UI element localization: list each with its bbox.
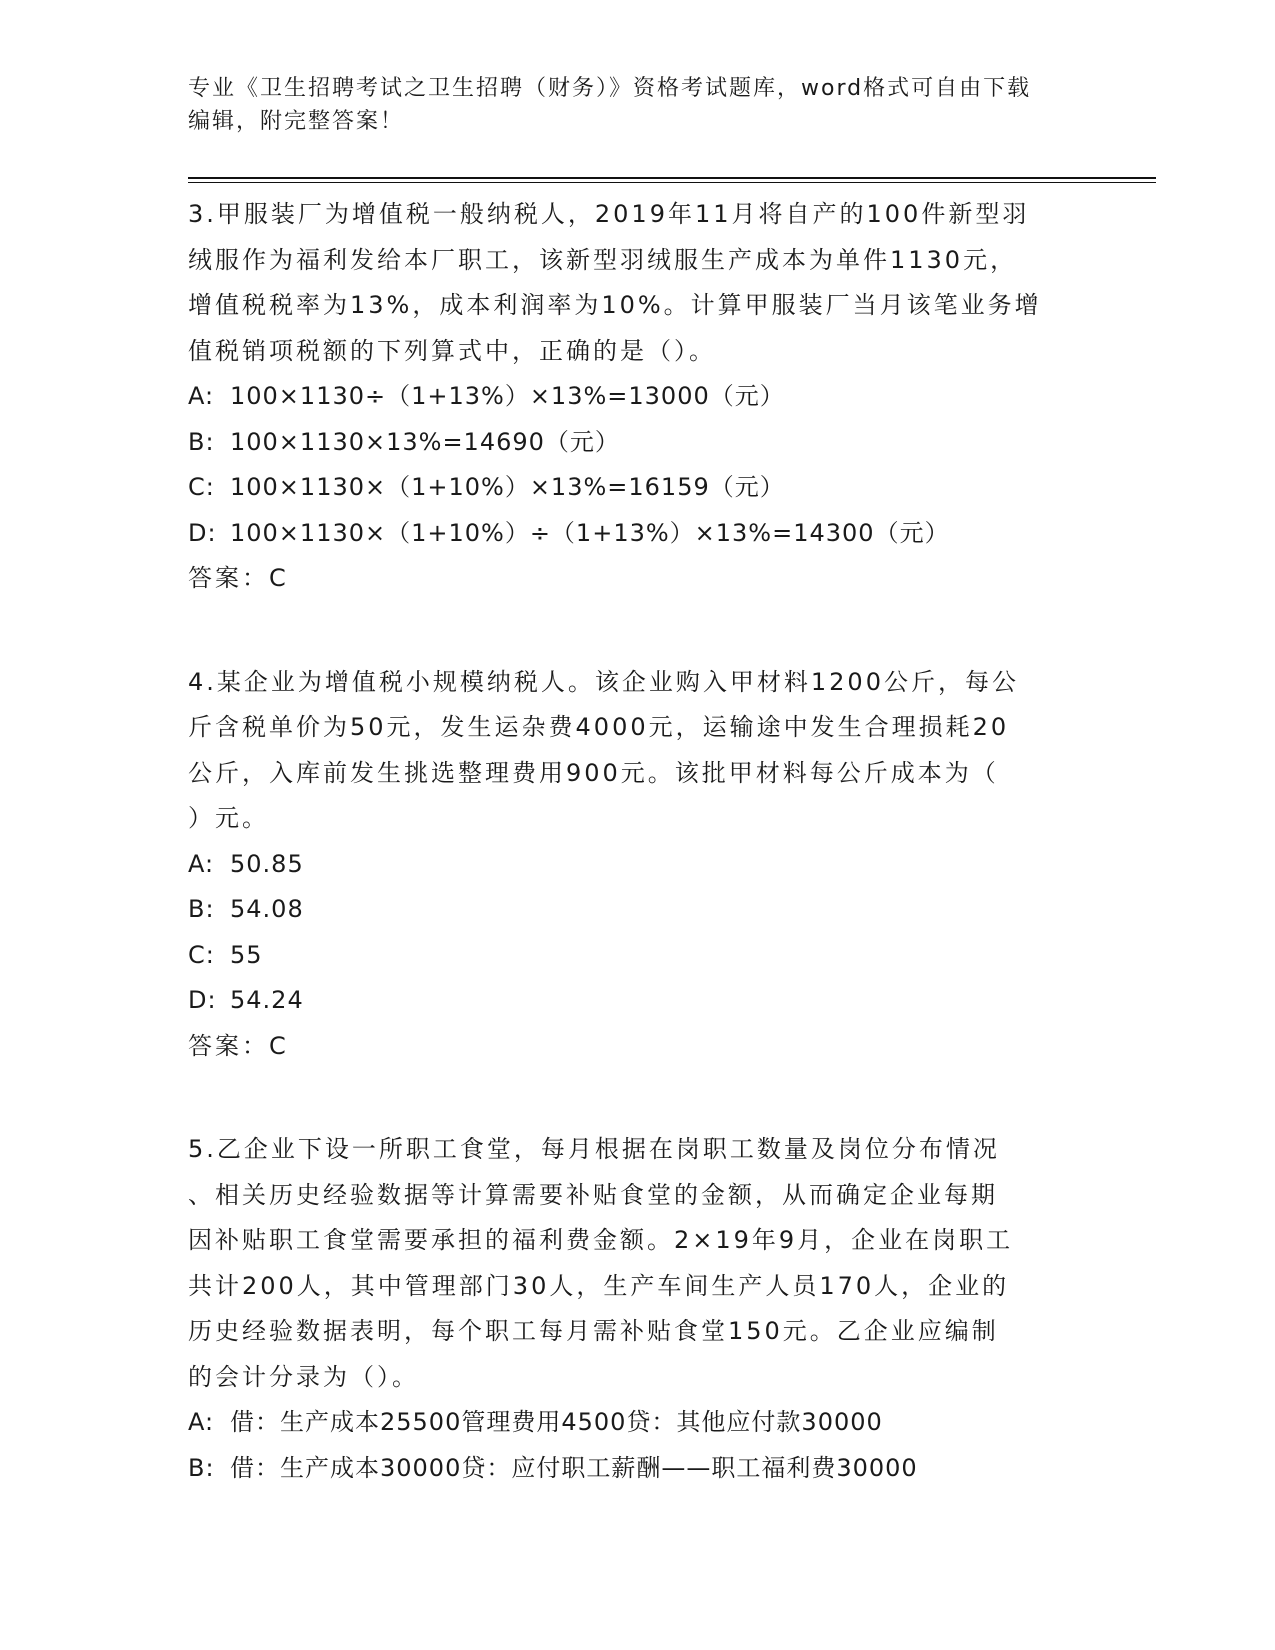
option-letter: A:: [188, 1408, 215, 1436]
stem-line: 的会计分录为（）。: [188, 1362, 419, 1391]
answer-line: 答案：C: [188, 1031, 289, 1060]
option-c: [188, 465, 1088, 511]
option-letter: D:: [188, 518, 217, 547]
stem-line: 、相关历史经验数据等计算需要补贴食堂的金额，从而确定企业每期: [188, 1180, 998, 1209]
option-text: 54.24: [230, 986, 304, 1014]
header-line-2: 编辑，附完整答案！: [188, 109, 405, 134]
option-d: [188, 978, 1088, 1024]
option-text: 54.08: [230, 895, 304, 923]
question-4: [188, 660, 1088, 1070]
option-b: [188, 887, 1088, 933]
option-b: [188, 420, 1088, 466]
stem-line: 值税销项税额的下列算式中，正确的是（）。: [188, 336, 716, 365]
question-stem: [188, 660, 1088, 842]
stem-line: 增值税税率为13%，成本利润率为10%。计算甲服装厂当月该笔业务增: [188, 291, 1042, 319]
stem-line: 共计200人，其中管理部门30人，生产车间生产人员170人，企业的: [188, 1271, 1010, 1300]
option-a: [188, 374, 1088, 420]
option-letter: A:: [188, 382, 215, 410]
option-c: [188, 933, 1088, 979]
option-letter: A:: [188, 849, 215, 878]
option-text: 借：生产成本30000贷：应付职工薪酬——职工福利费30000: [230, 1453, 918, 1482]
option-a: [188, 1400, 1088, 1446]
stem-line: ）元。: [188, 804, 269, 832]
stem-line: 绒服作为福利发给本厂职工，该新型羽绒服生产成本为单件1130元，: [188, 245, 1018, 274]
stem-line: 3.甲服装厂为增值税一般纳税人，2019年11月将自产的100件新型羽: [188, 200, 1030, 228]
stem-line: 因补贴职工食堂需要承担的福利费金额。2×19年9月，企业在岗职工: [188, 1226, 1014, 1254]
option-letter: B:: [188, 1453, 215, 1482]
question-5: [188, 1127, 1088, 1491]
option-letter: B:: [188, 427, 215, 456]
stem-line: 斤含税单价为50元，发生运杂费4000元，运输途中发生合理损耗20: [188, 713, 1010, 741]
answer-line: 答案：C: [188, 564, 289, 592]
option-letter: B:: [188, 895, 215, 923]
option-text: 55: [230, 940, 263, 969]
option-letter: C:: [188, 473, 215, 501]
question-stem: [188, 1127, 1088, 1400]
option-text: 借：生产成本25500管理费用4500贷：其他应付款30000: [230, 1408, 883, 1436]
option-text: 100×1130×（1+10%）÷（1+13%）×13%=14300（元）: [230, 518, 950, 547]
question-stem: [188, 192, 1088, 374]
option-text: 100×1130×（1+10%）×13%=16159（元）: [230, 473, 785, 501]
question-list: [188, 192, 1088, 1549]
stem-line: 5.乙企业下设一所职工食堂，每月根据在岗职工数量及岗位分布情况: [188, 1135, 1000, 1163]
header-divider-thick: [188, 177, 1156, 179]
option-text: 50.85: [230, 849, 304, 878]
document-header: [188, 72, 1088, 138]
option-letter: D:: [188, 986, 217, 1014]
option-letter: C:: [188, 940, 215, 969]
header-line-1: 专业《卫生招聘考试之卫生招聘（财务）》资格考试题库，word格式可自由下载: [188, 76, 1032, 101]
option-b: [188, 1446, 1088, 1492]
stem-line: 4.某企业为增值税小规模纳税人。该企业购入甲材料1200公斤，每公: [188, 667, 1019, 696]
option-text: 100×1130×13%=14690（元）: [230, 427, 620, 456]
option-d: [188, 511, 1088, 557]
stem-line: 公斤，入库前发生挑选整理费用900元。该批甲材料每公斤成本为（: [188, 758, 999, 787]
stem-line: 历史经验数据表明，每个职工每月需补贴食堂150元。乙企业应编制: [188, 1317, 999, 1345]
header-divider-thin: [188, 182, 1156, 183]
question-3: [188, 192, 1088, 602]
option-a: [188, 842, 1088, 888]
option-text: 100×1130÷（1+13%）×13%=13000（元）: [230, 382, 785, 410]
